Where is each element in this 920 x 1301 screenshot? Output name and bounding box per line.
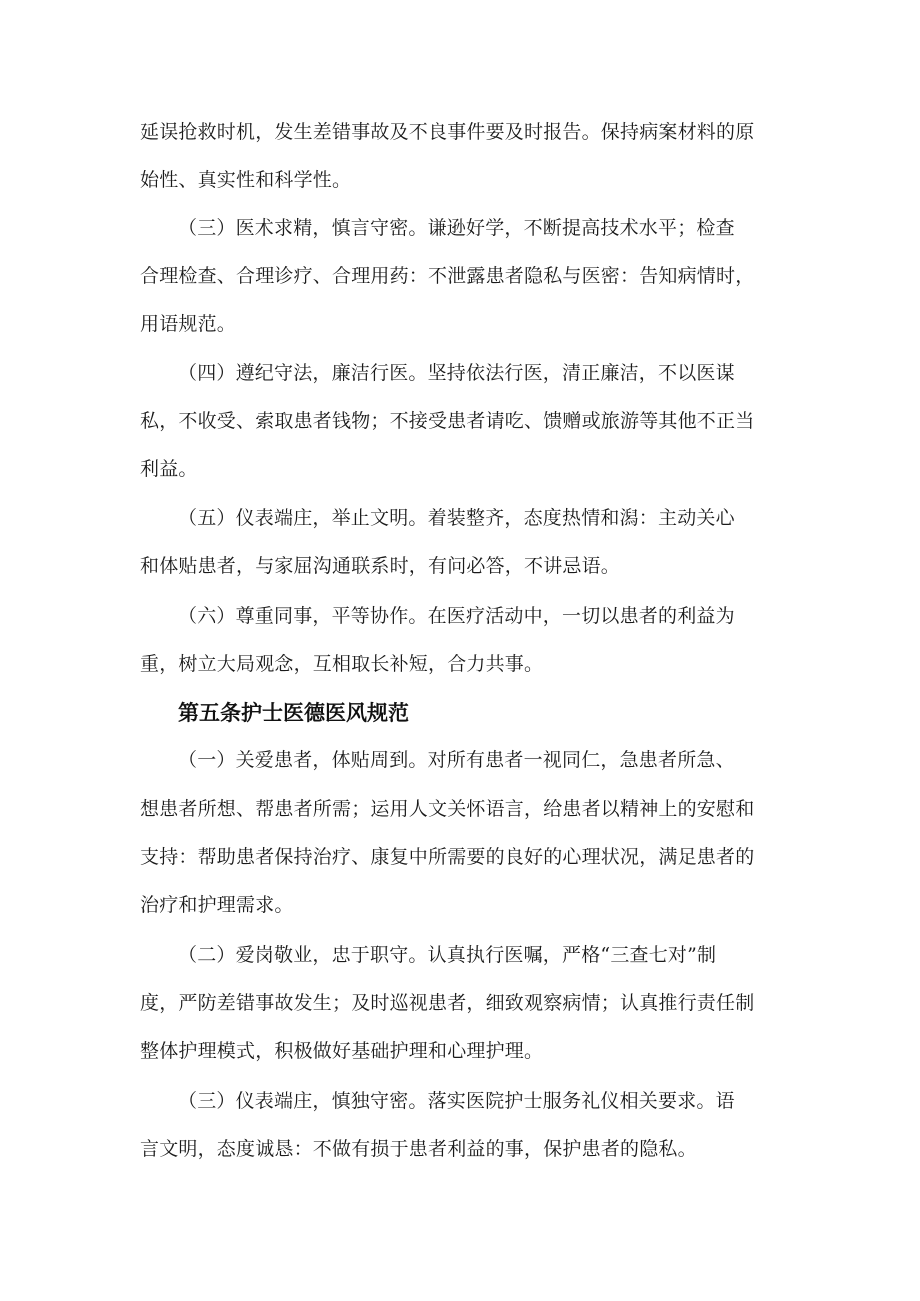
paragraph-start-line: （二）爱岗敬业，忠于职守。认真执行医嘱，严格“三查七对”制	[178, 944, 717, 966]
section-heading: 第五条护士医德医风规范	[178, 701, 409, 725]
text-line: 合理检查、合理诊疗、合理用药：不泄露患者隐私与医密：告知病情时，	[140, 265, 755, 287]
text-line: 始性、真实性和科学性。	[140, 169, 352, 191]
text-line: 用语规范。	[140, 313, 237, 335]
paragraph-start-line: （六）尊重同事，平等协作。在医疗活动中，一切以患者的利益为	[178, 605, 735, 627]
text-line: 言文明，态度诚恳：不做有损于患者利益的事，保护患者的隐私。	[140, 1138, 697, 1160]
paragraph-start-line: （三）医术求精，慎言守密。谦逊好学，不断提高技术水平；检查	[178, 217, 735, 239]
paragraph-start-line: （五）仪表端庄，举止文明。着装整齐，态度热情和潟：主动关心	[178, 507, 735, 529]
text-line: 整体护理模式，积极做好基础护理和心理护理。	[140, 1040, 544, 1062]
paragraph-start-line: （三）仪表端庄，慎独守密。落实医院护士服务礼仪相关要求。语	[178, 1090, 735, 1112]
text-line: 度，严防差错事故发生；及时巡视患者，细致观察病情；认真推行责任制	[140, 992, 755, 1014]
text-line: 利益。	[140, 458, 198, 480]
text-line: 治疗和护理需求。	[140, 894, 294, 916]
text-line: 重，树立大局观念，互相取长补短，合力共事。	[140, 653, 544, 675]
text-line: 延误抢救时机，发生差错事故及不良事件要及时报告。保持病案材料的原	[140, 121, 755, 143]
text-line: 想患者所想、帮患者所需；运用人文关怀语言，给患者以精神上的安慰和	[140, 798, 755, 820]
text-line: 私，不收受、索取患者钱物；不接受患者请吃、馈赠或旅游等其他不正当	[140, 410, 755, 432]
text-line: 支持：帮助患者保持治疗、康复中所需要的良好的心理状况，满足患者的	[140, 846, 755, 868]
paragraph-start-line: （四）遵纪守法，廉洁行医。坚持依法行医，清正廉洁，不以医谋	[178, 362, 735, 384]
text-line: 和体贴患者，与家屈沟通联系时，有问必答，不讲忌语。	[140, 555, 621, 577]
paragraph-start-line: （一）关爱患者，体贴周到。对所有患者一视同仁，急患者所急、	[178, 749, 735, 771]
